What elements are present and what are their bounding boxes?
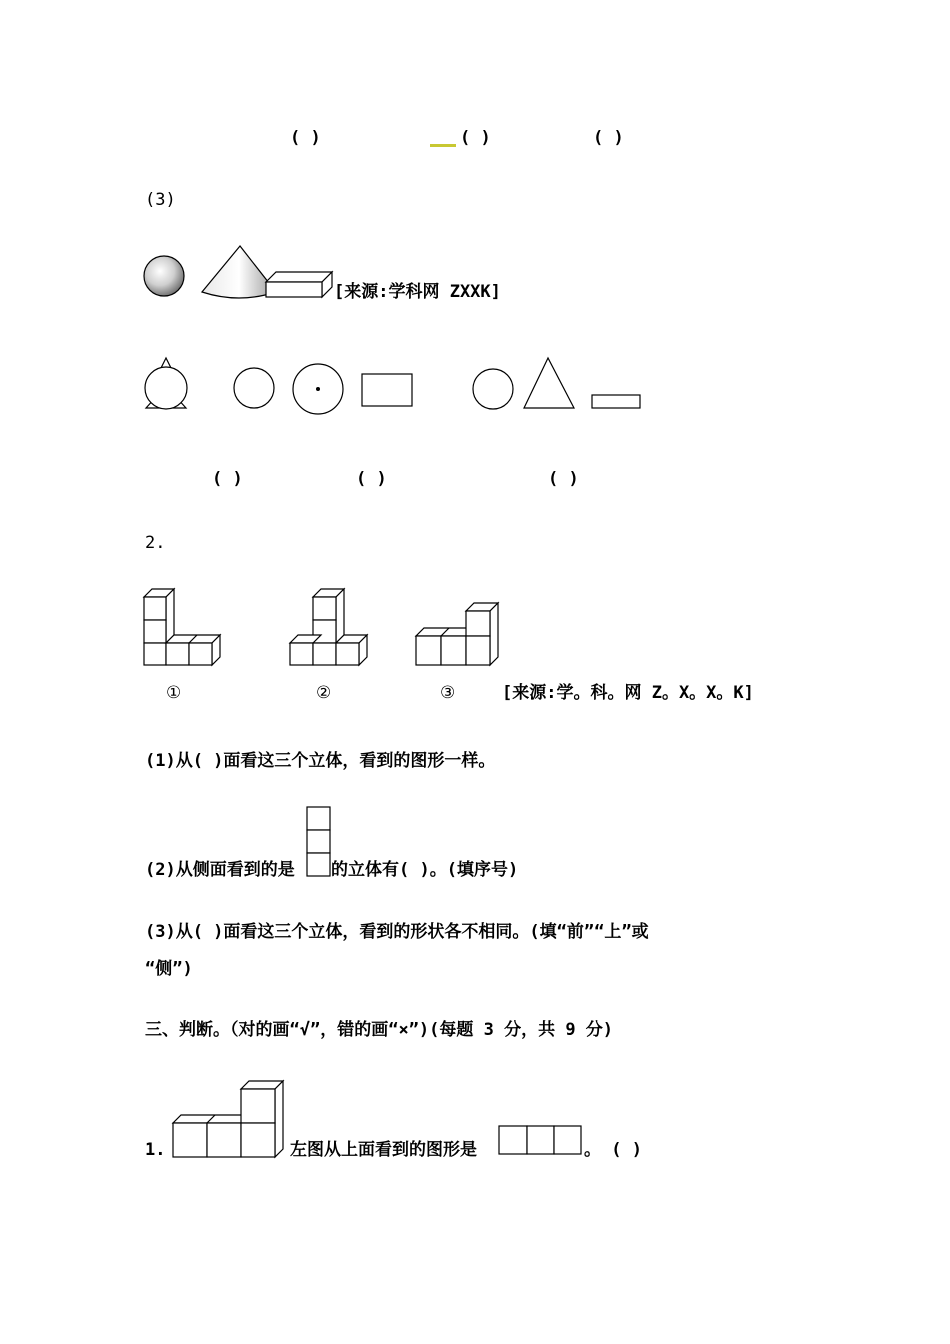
view-circle-2 (473, 369, 513, 409)
q2-sub2-after: 的立体有( )。(填序号) (331, 860, 519, 880)
view-circle (234, 368, 274, 408)
q2-sub2-before: (2)从侧面看到的是 (145, 860, 295, 880)
q2-sub1: (1)从( )面看这三个立体，看到的图形一样。 (145, 751, 496, 771)
view-triangle (524, 358, 574, 408)
top-view-three-squares-icon (498, 1125, 584, 1157)
section3-q1-answer-blank[interactable]: 。 ( ) (584, 1140, 642, 1160)
solids-figure (140, 240, 340, 305)
blank-2[interactable]: ( ) (460, 128, 491, 148)
cuboid-solid (266, 272, 332, 297)
judge-cube-figure (170, 1075, 290, 1160)
highlight-mark (430, 144, 456, 147)
figure-label-1: ① (166, 683, 182, 703)
view-option-1 (145, 358, 187, 409)
views-figure (140, 350, 650, 420)
part3-source-note: [来源:学科网 ZXXK] (334, 282, 501, 302)
cube-stack-1 (144, 589, 220, 665)
part3-blank-2[interactable]: ( ) (356, 469, 387, 489)
figure-label-3: ③ (440, 683, 456, 703)
sphere-solid (144, 256, 184, 296)
side-view-column-icon (306, 806, 332, 878)
part3-blank-3[interactable]: ( ) (548, 469, 579, 489)
cone-solid (202, 246, 276, 298)
q2-sub3-line1: (3)从( )面看这三个立体，看到的形状各不相同。(填“前”“上”或 (145, 922, 649, 942)
blank-1[interactable]: ( ) (290, 128, 321, 148)
section3-q1-text: 左图从上面看到的图形是 (290, 1140, 477, 1160)
cube-stack-2 (290, 589, 367, 665)
cube-stacks-figure (140, 585, 520, 675)
section3-heading: 三、判断。（对的画“√”，错的画“×”)(每题 3 分，共 9 分) (145, 1020, 614, 1040)
view-thin-rectangle (592, 395, 640, 408)
view-rectangle (362, 374, 412, 406)
part3-blank-1[interactable]: ( ) (212, 469, 243, 489)
figure-label-2: ② (316, 683, 332, 703)
q2-label: 2. (145, 533, 166, 553)
part3-label: (3) (145, 190, 176, 210)
q2-source-note: [来源:学。科。网 Z。X。X。K] (502, 683, 754, 703)
q2-sub3-line2: “侧”) (145, 959, 193, 979)
view-dot-circle (293, 364, 343, 414)
section3-q1-number: 1. (145, 1140, 166, 1160)
cube-stack-3 (416, 603, 498, 665)
blank-3[interactable]: ( ) (593, 128, 624, 148)
